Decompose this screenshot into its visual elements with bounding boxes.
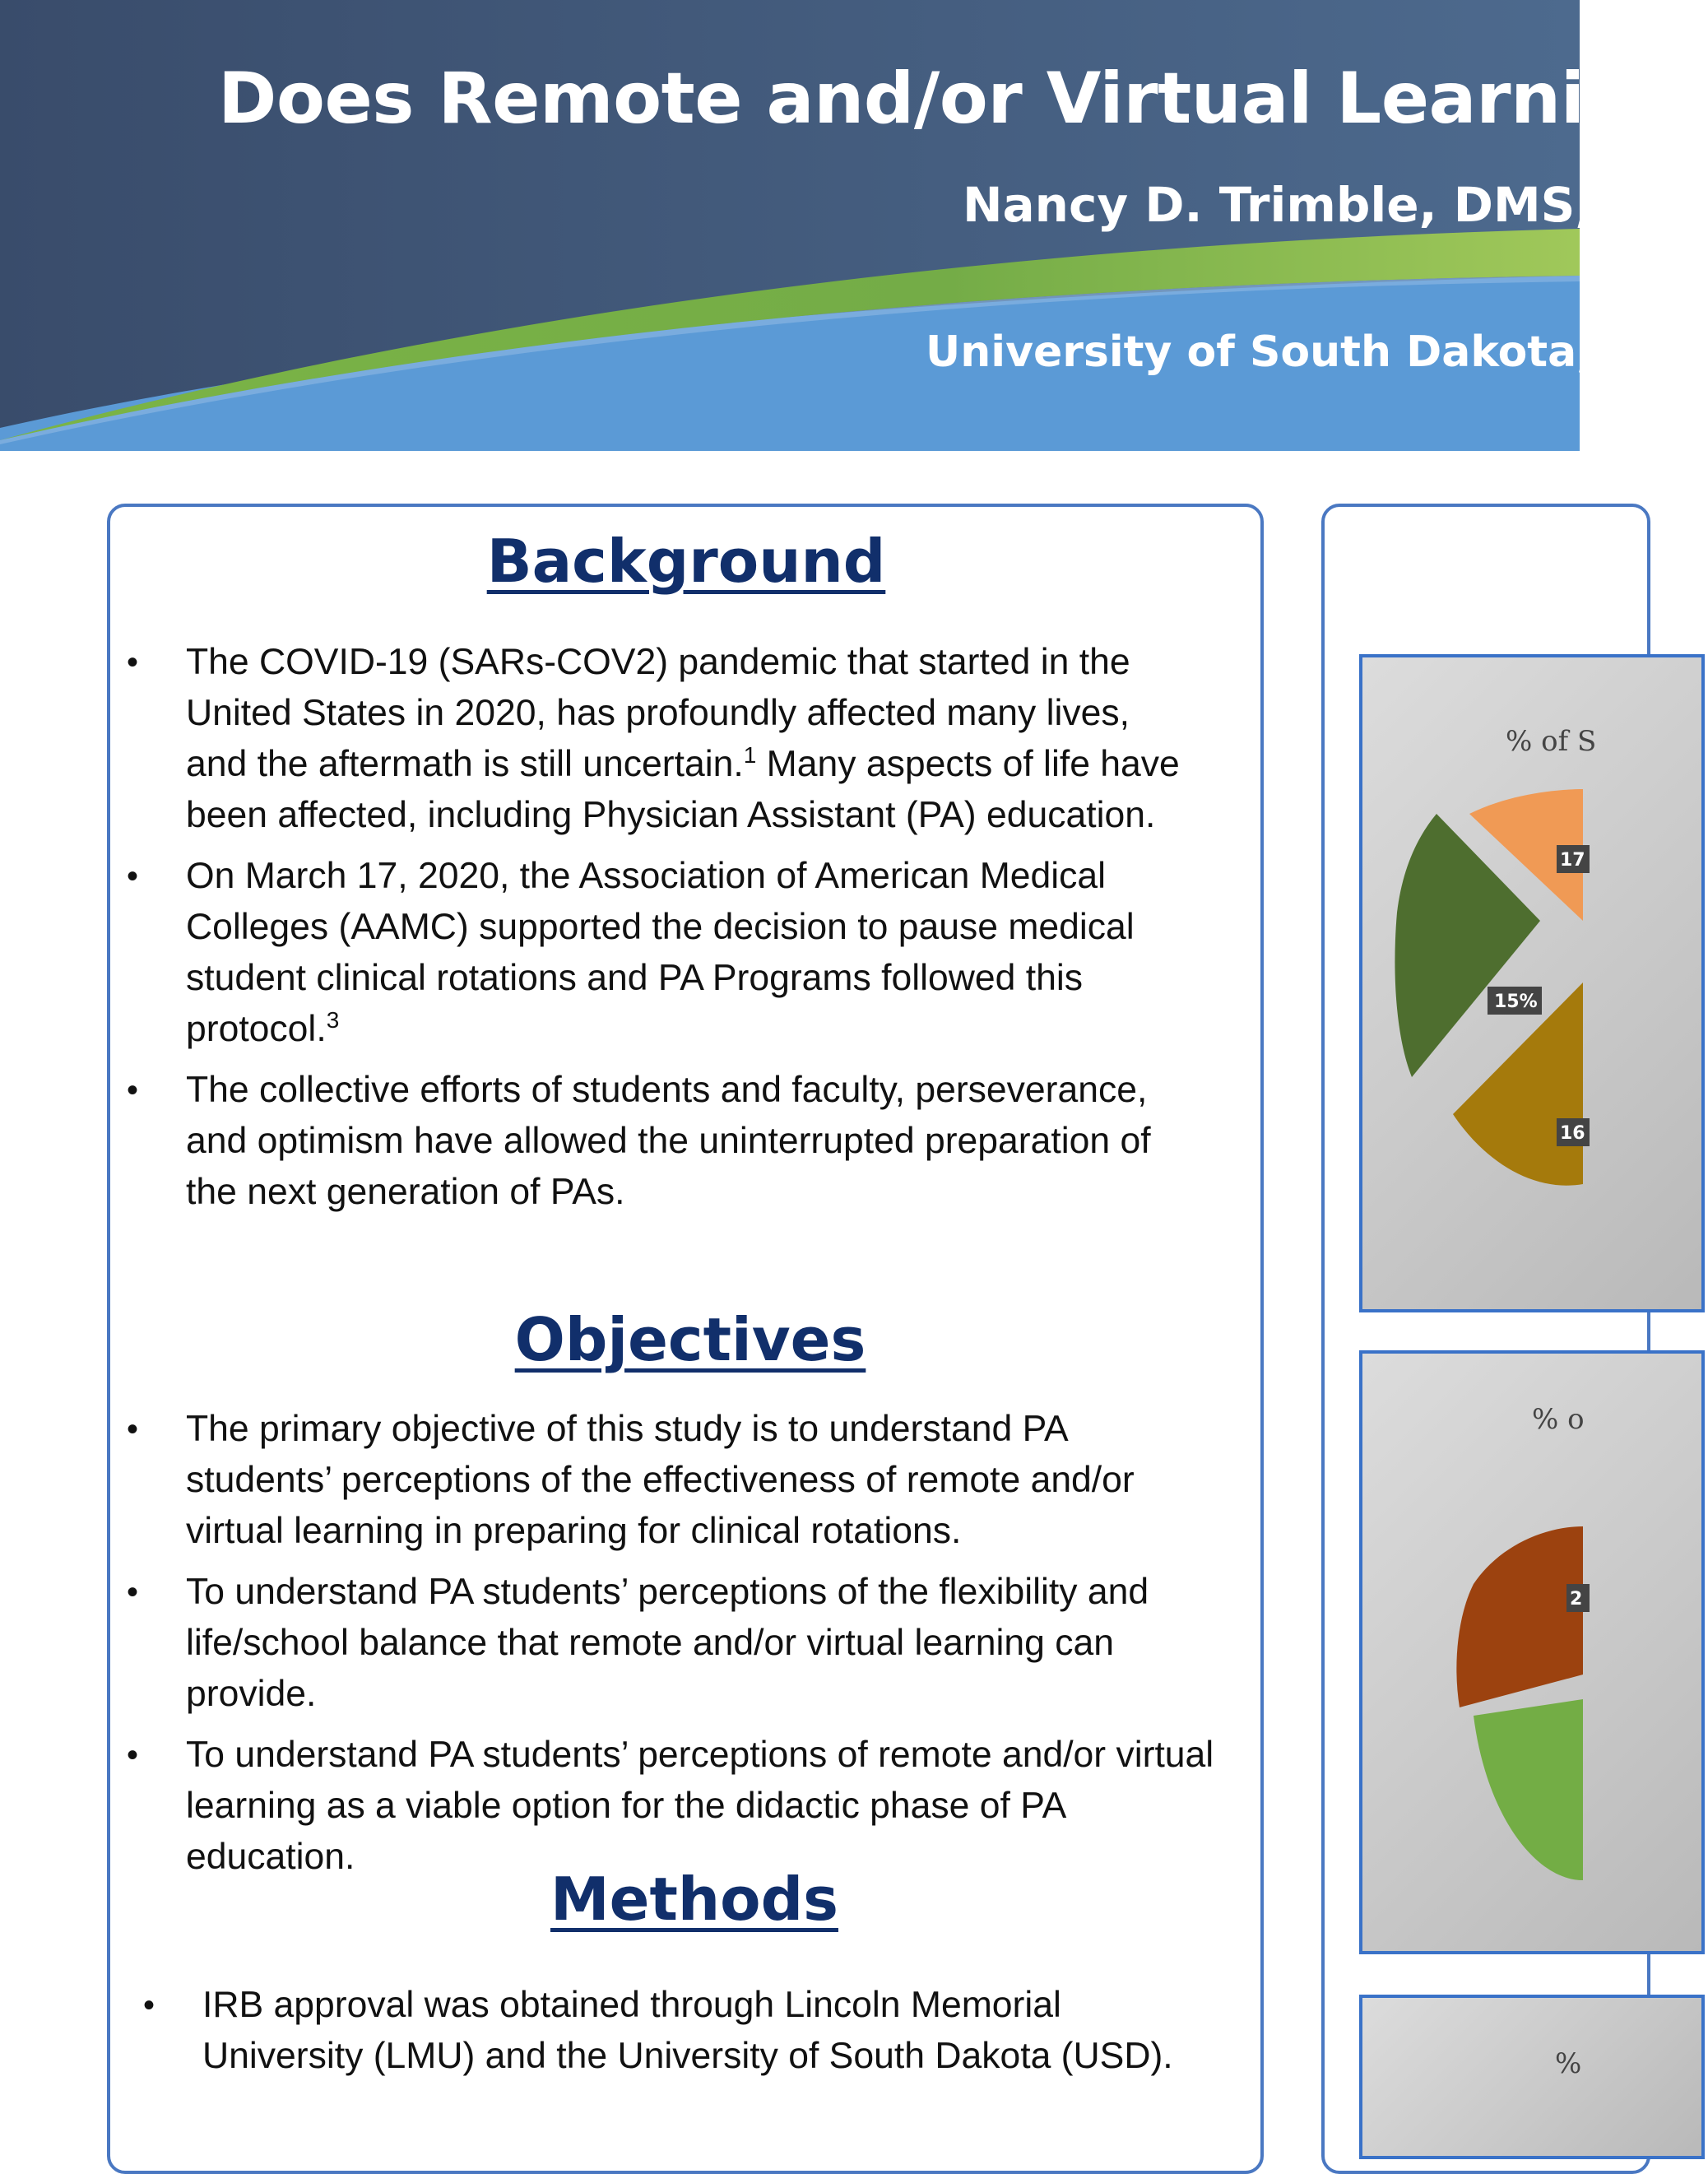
pie-chart-frame [1359,654,1705,1312]
chart-title: % [1555,2047,1582,2080]
pie-slice [1474,1699,1583,1880]
objectives-list [127,1404,1221,1893]
bullet-dot-icon: • [127,644,139,681]
data-label: 16 [1560,1123,1585,1144]
background-list [127,637,1196,1228]
bullet-dot-icon: • [127,1574,139,1610]
poster-title: Does Remote and/or Virtual Learning [218,58,1685,140]
pie-chart [1362,1354,1708,1958]
left-content-panel [107,504,1264,2174]
methods-list [143,1980,1213,2092]
background-heading: Background [486,527,886,596]
pie-chart-frame [1359,1995,1705,2159]
poster-header [0,0,1685,451]
bullet-dot-icon: • [127,1072,139,1108]
pie-chart [1362,657,1708,1316]
chart-title: % o [1532,1403,1585,1436]
data-label: 2 [1570,1589,1583,1610]
objectives-item: • The primary objective of this study is to understand PA students’ perceptions of the effectiveness of remote and/or virtual learning in preparing for clinical rotations. [127,1404,1221,1557]
pie-chart-frame [1359,1350,1705,1954]
pie-slice [1456,1526,1583,1707]
methods-item: • IRB approval was obtained through Lincoln Memorial University (LMU) and the University of South Dakota (USD). [143,1980,1213,2082]
affiliation-line: University of South Dakota, De [926,327,1673,377]
methods-heading: Methods [550,1865,838,1934]
bullet-dot-icon: • [143,1987,155,2023]
background-item: • On March 17, 2020, the Association of American Medical Colleges (AAMC) supported the decision to pause medical student clinical rotations and PA Programs followed this protocol.$^3$ [127,851,1196,1055]
chart-title: % of S [1506,725,1597,758]
data-label: 15% [1494,992,1538,1012]
author-line: Nancy D. Trimble, DMS, I [963,177,1628,233]
bullet-dot-icon: • [127,1737,139,1773]
background-item: • The COVID-19 (SARs-COV2) pandemic that started in the United States in 2020, has profoundly affected many lives, and the aftermath is still uncertain.$^1$ Many aspects of life have been affected, including Physician Assistant (PA) education. [127,637,1196,841]
objectives-heading: Objectives [514,1305,866,1374]
objectives-item: • To understand PA students’ perceptions of remote and/or virtual learning as a viable option for the didactic phase of PA education. [127,1730,1221,1883]
background-item: • The collective efforts of students and faculty, perseverance, and optimism have allowed the uninterrupted preparation of the next generation of PAs. [127,1065,1196,1218]
data-label: 17 [1560,850,1585,871]
bullet-dot-icon: • [127,858,139,894]
objectives-item: • To understand PA students’ perceptions of the flexibility and life/school balance that remote and/or virtual learning can provide. [127,1567,1221,1720]
bullet-dot-icon: • [127,1411,139,1447]
